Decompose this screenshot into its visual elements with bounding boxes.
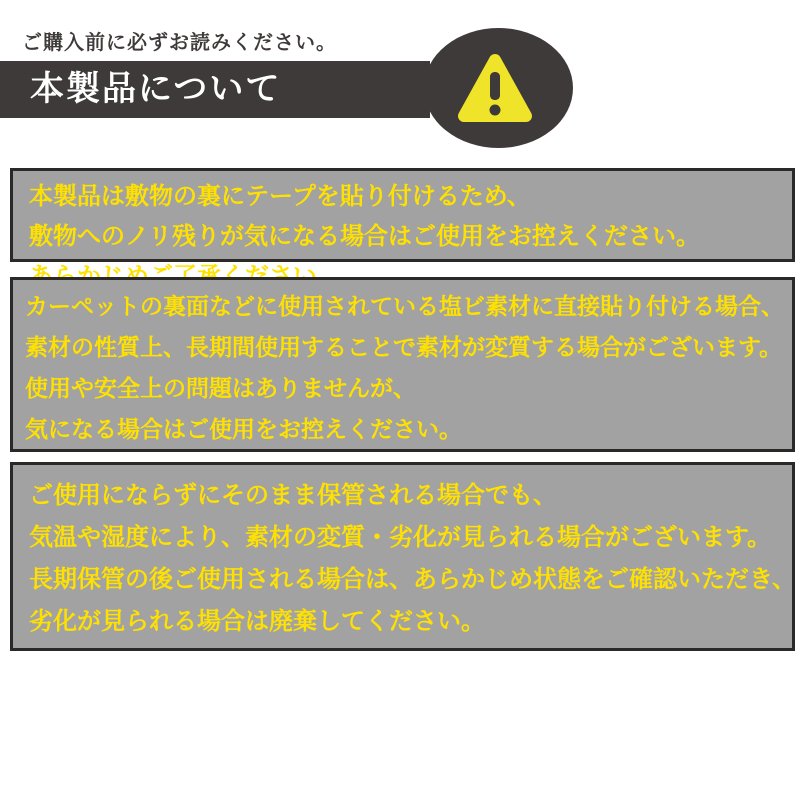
- section-title: 本製品について: [30, 70, 282, 108]
- notice-line: 使用や安全上の問題はありませんが、: [25, 375, 416, 401]
- notice-box-tape-residue: [10, 168, 795, 262]
- section-header-bar: [0, 61, 430, 118]
- notice-line: 本製品は敷物の裏にテープを貼り付けるため、: [29, 183, 531, 210]
- warning-triangle-icon: [424, 28, 573, 148]
- pre-purchase-note: ご購入前に必ずお読みください。: [22, 32, 337, 54]
- warning-badge: [424, 28, 573, 148]
- notice-line: 劣化が見られる場合は廃棄してください。: [29, 608, 485, 635]
- notice-line: 素材の性質上、長期間使用することで素材が変質する場合がございます。: [25, 334, 783, 360]
- notice-line: ご使用にならずにそのまま保管される場合でも、: [29, 482, 557, 509]
- notice-box-vinyl-material: [10, 277, 795, 452]
- notice-line: 気温や湿度により、素材の変質・劣化が見られる場合がございます。: [29, 524, 772, 551]
- notice-line: 長期保管の後ご使用される場合は、あらかじめ状態をご確認いただき、: [29, 566, 797, 593]
- notice-line: カーペットの裏面などに使用されている塩ビ素材に直接貼り付ける場合、: [25, 293, 784, 319]
- notice-line: 敷物へのノリ残りが気になる場合はご使用をお控えください。: [29, 223, 701, 250]
- notice-line: 気になる場合はご使用をお控えください。: [25, 416, 462, 442]
- notice-box-storage: [10, 462, 795, 651]
